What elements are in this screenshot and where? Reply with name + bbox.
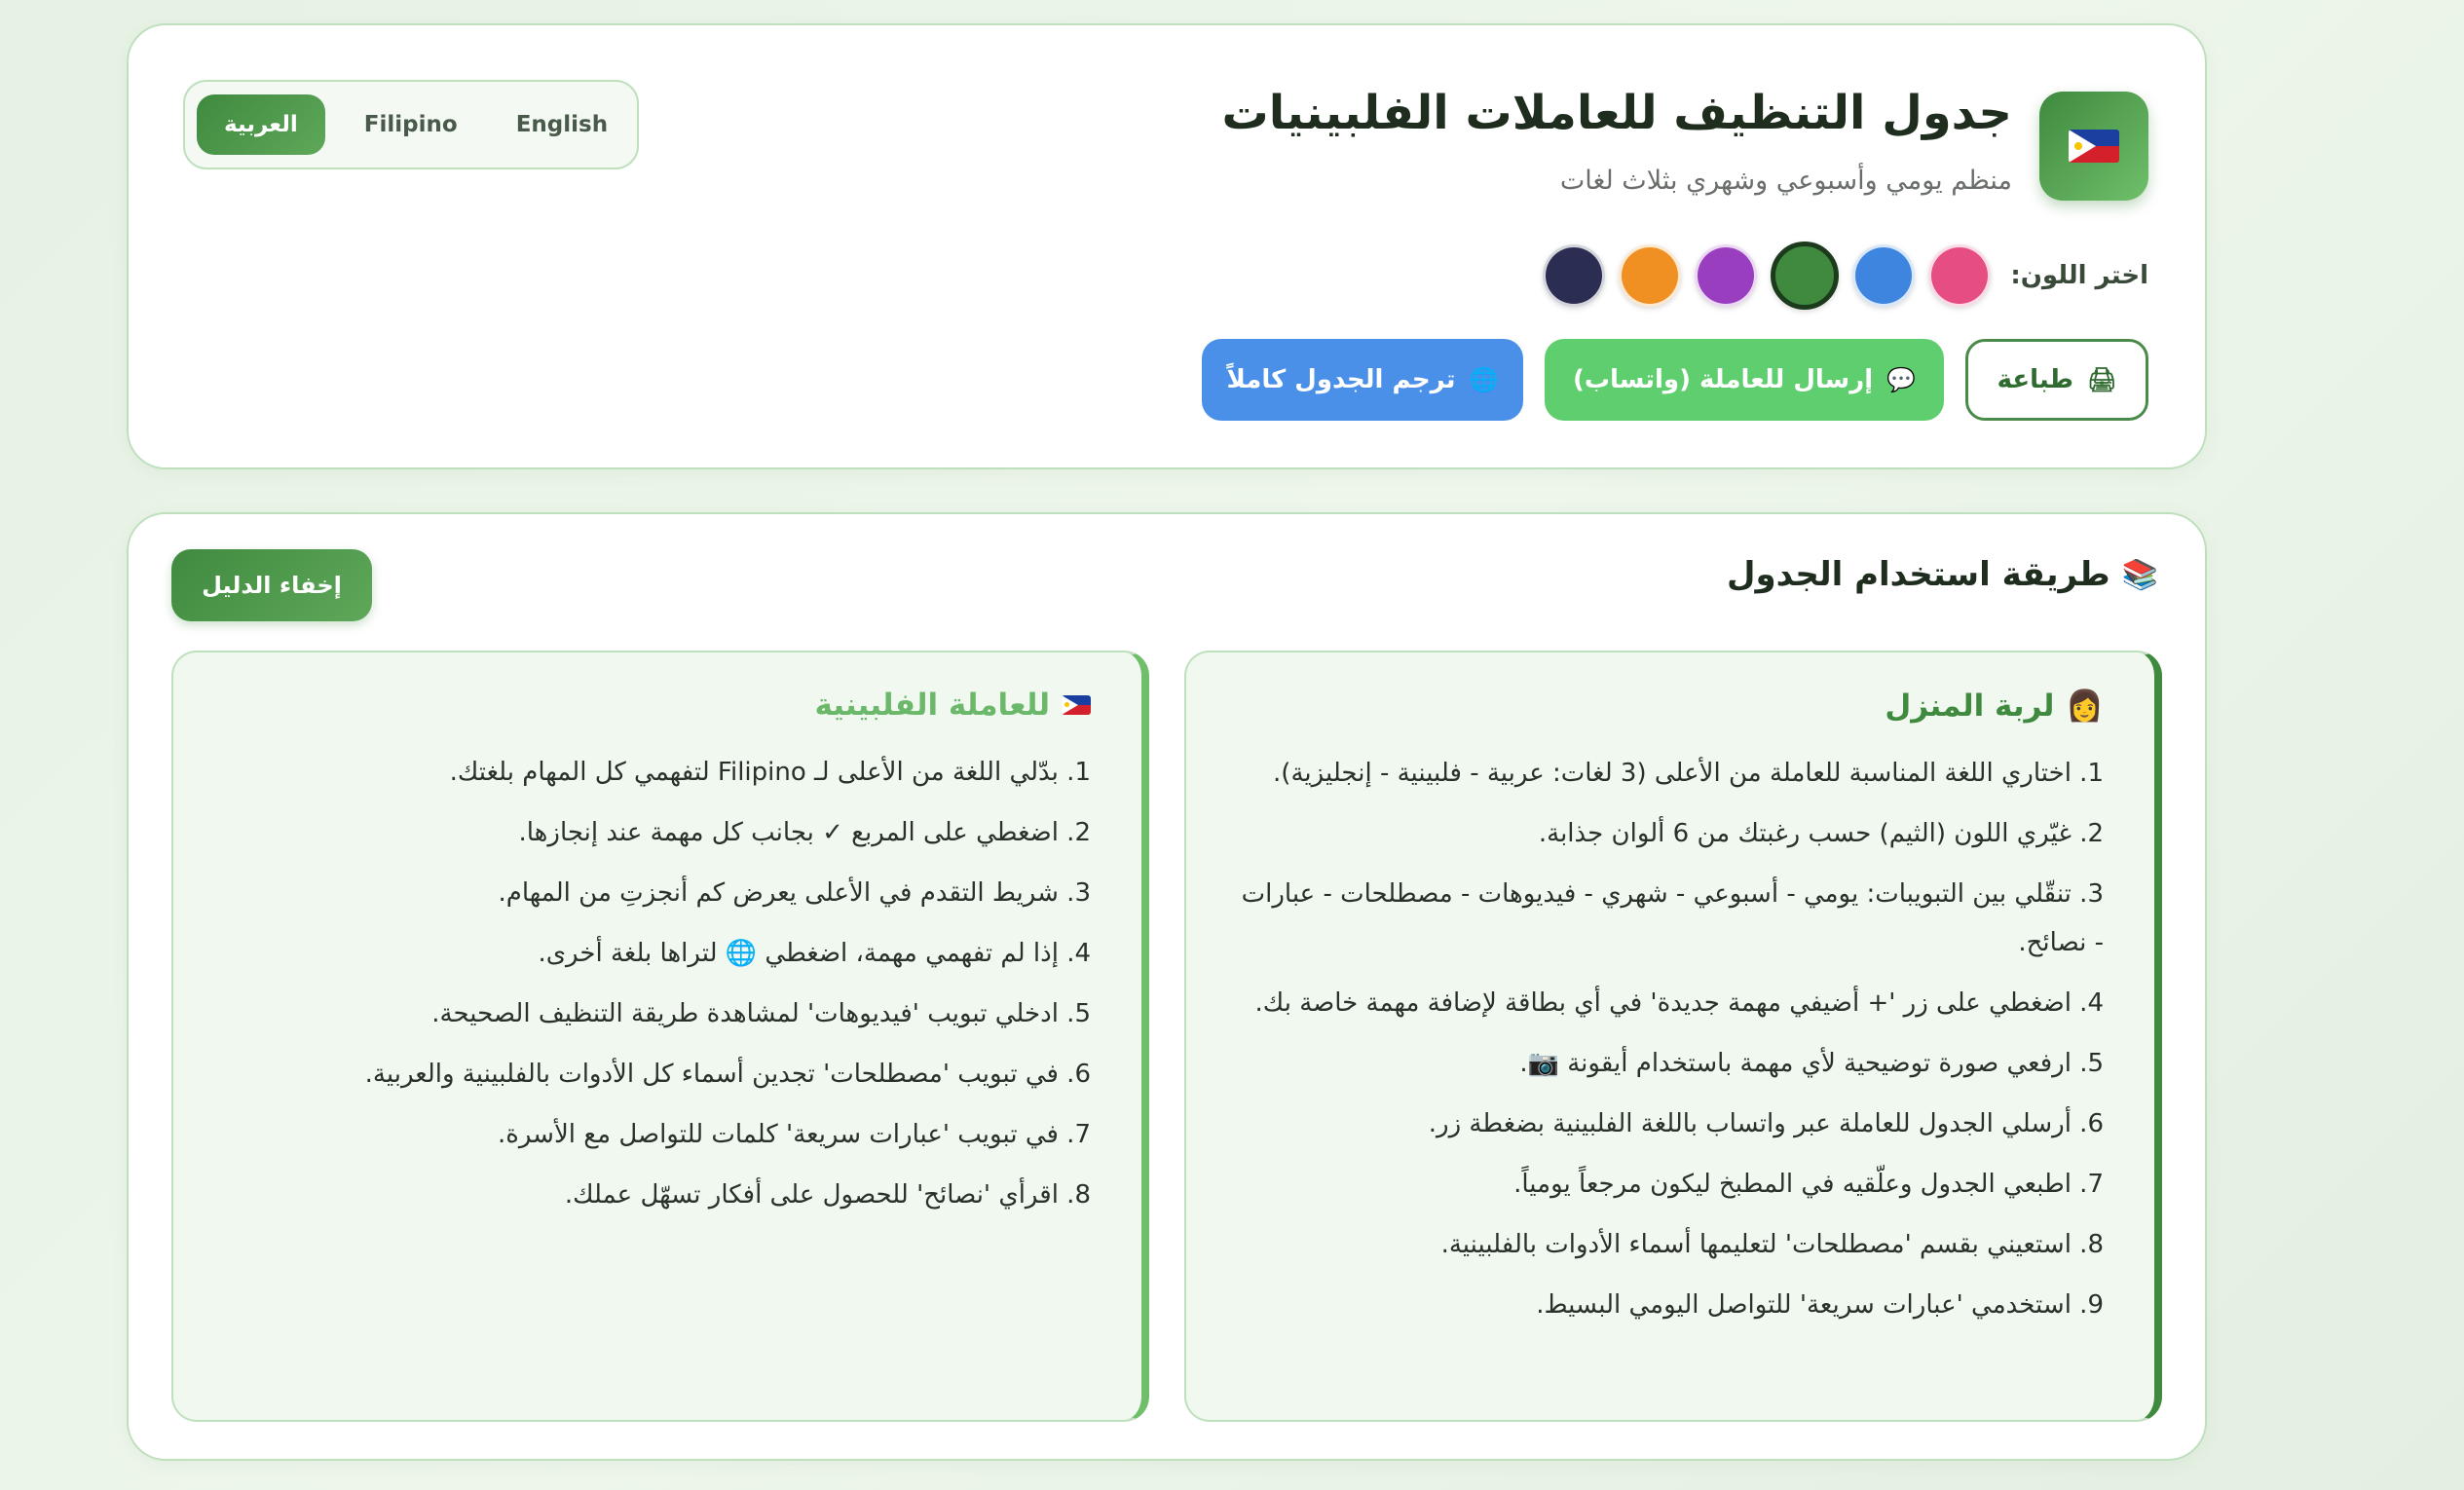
woman-icon: 👩 <box>2066 689 2104 724</box>
color-swatch-green[interactable] <box>1771 242 1839 310</box>
philippines-flag-icon <box>2069 130 2119 163</box>
action-buttons <box>1202 339 2148 421</box>
lang-button-arabic[interactable]: العربية <box>197 94 325 155</box>
hide-guide-button[interactable]: إخفاء الدليل <box>171 549 372 621</box>
list-item: 1. بدّلي اللغة من الأعلى لـ Filipino لتفهمي كل المهام بلغتك. <box>449 758 1091 787</box>
translate-button-label: ترجم الجدول كاملاً <box>1226 365 1456 394</box>
printer-icon: 🖨 <box>2086 366 2117 393</box>
philippines-flag-icon <box>1062 695 1091 715</box>
list-item: 9. استخدمي 'عبارات سريعة' للتواصل اليومي البسيط. <box>1536 1290 2104 1320</box>
color-swatch-purple[interactable] <box>1695 244 1757 307</box>
lang-button-filipino[interactable]: Filipino <box>363 112 458 137</box>
employer-heading-text: لربة المنزل <box>1885 688 2055 724</box>
employer-guide-panel <box>1184 651 2162 1422</box>
list-item: 3. شريط التقدم في الأعلى يعرض كم أنجزتِ من المهام. <box>498 878 1091 908</box>
employer-steps-list <box>1225 749 2104 1329</box>
list-item: 7. في تبويب 'عبارات سريعة' كلمات للتواصل مع الأسرة. <box>497 1120 1091 1149</box>
print-button[interactable] <box>1965 339 2148 421</box>
color-swatch-blue[interactable] <box>1852 244 1915 307</box>
color-picker <box>1543 242 2148 310</box>
worker-steps-list <box>212 748 1091 1219</box>
color-swatch-navy[interactable] <box>1543 244 1605 307</box>
whatsapp-send-button[interactable] <box>1545 339 1944 421</box>
guide-title <box>1727 555 2158 594</box>
list-item: 5. ادخلي تبويب 'فيديوهات' لمشاهدة طريقة التنظيف الصحيحة. <box>431 999 1091 1028</box>
list-item: 6. في تبويب 'مصطلحات' تجدين أسماء كل الأدوات بالفلبينية والعربية. <box>364 1060 1091 1089</box>
list-item: 1. اختاري اللغة المناسبة للعاملة من الأعلى (3 لغات: عربية - فلبينية - إنجليزية). <box>1273 759 2104 788</box>
print-button-label: طباعة <box>1997 365 2073 394</box>
list-item: 8. استعيني بقسم 'مصطلحات' لتعليمها أسماء الأدوات بالفلبينية. <box>1440 1230 2104 1259</box>
globe-icon: 🌐 <box>1469 366 1499 393</box>
lang-button-english[interactable]: English <box>515 112 609 137</box>
translate-button[interactable] <box>1202 339 1523 421</box>
color-swatch-orange[interactable] <box>1619 244 1681 307</box>
guide-card <box>127 512 2207 1461</box>
language-switcher <box>183 80 639 169</box>
list-item: 4. إذا لم تفهمي مهمة، اضغطي 🌐 لتراها بلغة أخرى. <box>538 939 1091 968</box>
employer-guide-heading <box>1225 688 2104 724</box>
guide-title-text: طريقة استخدام الجدول <box>1727 555 2110 594</box>
page-subtitle: منظم يومي وأسبوعي وشهري بثلاث لغات <box>1559 166 2012 196</box>
list-item: 7. اطبعي الجدول وعلّقيه في المطبخ ليكون مرجعاً يومياً. <box>1513 1170 2104 1199</box>
worker-heading-text: للعاملة الفلبينية <box>814 688 1050 723</box>
list-item: 5. ارفعي صورة توضيحية لأي مهمة باستخدام أيقونة 📷. <box>1519 1049 2104 1078</box>
list-item: 4. اضغطي على زر '+ أضيفي مهمة جديدة' في أي بطاقة لإضافة مهمة خاصة بك. <box>1254 988 2104 1018</box>
list-item: 2. اضغطي على المربع ✓ بجانب كل مهمة عند إنجازها. <box>518 818 1091 847</box>
whatsapp-button-label: إرسال للعاملة (واتساب) <box>1573 365 1874 394</box>
worker-guide-panel <box>171 651 1149 1422</box>
worker-guide-heading <box>212 688 1091 723</box>
books-icon: 📚 <box>2121 557 2158 592</box>
list-item: 8. اقرأي 'نصائح' للحصول على أفكار تسهّل عملك. <box>564 1180 1091 1210</box>
color-picker-label: اختر اللون: <box>2010 261 2148 290</box>
chat-bubble-icon: 💬 <box>1886 366 1917 393</box>
list-item: 2. غيّري اللون (الثيم) حسب رغبتك من 6 ألوان جذابة. <box>1538 819 2104 848</box>
logo <box>2039 92 2148 201</box>
header-card <box>127 23 2207 469</box>
list-item: 6. أرسلي الجدول للعاملة عبر واتساب باللغة الفلبينية بضغطة زر. <box>1428 1109 2104 1138</box>
color-swatch-pink[interactable] <box>1928 244 1991 307</box>
list-item: 3. تنقّلي بين التبويبات: يومي - أسبوعي - شهري - فيديوهات - مصطلحات - عبارات - نصائح. <box>1241 879 2104 957</box>
page-title: جدول التنظيف للعاملات الفلبينيات <box>1221 86 2012 140</box>
